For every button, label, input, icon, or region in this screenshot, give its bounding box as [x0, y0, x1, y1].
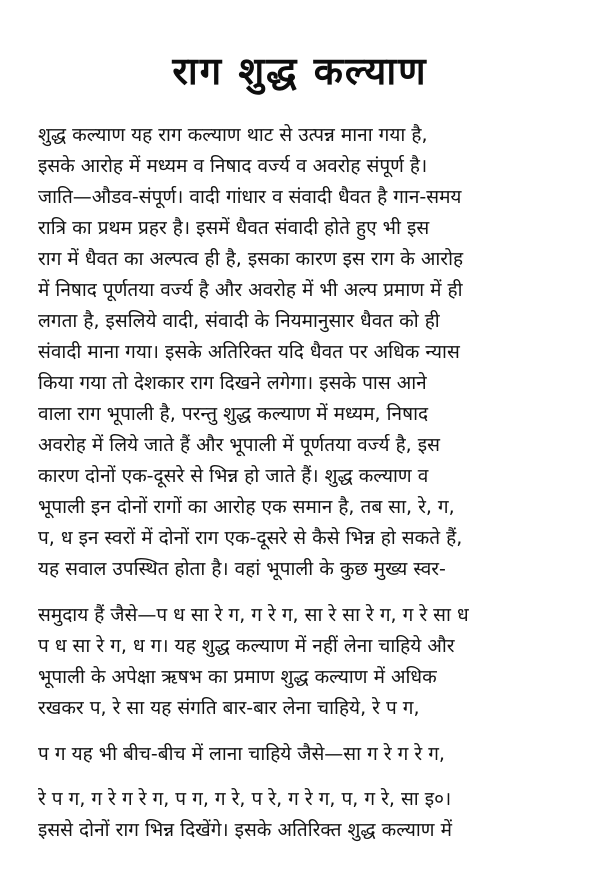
text-line: वाला राग भूपाली है, परन्तु शुद्ध कल्याण में मध्यम, निषाद [38, 403, 429, 425]
page-title: राग शुद्ध कल्याण [172, 49, 428, 93]
text-line: राग में धैवत का अल्पत्व ही है, इसका कारण इस राग के आरोह [38, 248, 464, 270]
text-line: अवरोह में लिये जाते हैं और भूपाली में पूर्णतया वर्ज्य है, इस [38, 434, 440, 456]
text-line: रखकर प, रे सा यह संगति बार-बार लेना चाहिये, रे प ग, [38, 697, 420, 719]
text-line: रे प ग, ग रे ग रे ग, प ग, ग रे, प रे, ग रे ग, प, ग रे, सा इ०। [38, 788, 452, 810]
text-line: समुदाय हैं जैसे—प ध सा रे ग, ग रे ग, सा रे सा रे ग, ग रे सा ध [38, 604, 469, 626]
text-line: लगता है, इसलिये वादी, संवादी के नियमानुसार धैवत को ही [38, 310, 440, 332]
text-line: में निषाद पूर्णतया वर्ज्य है और अवरोह में भी अल्प प्रमाण में ही [38, 279, 463, 301]
text-line: इसके आरोह में मध्यम व निषाद वर्ज्य व अवरोह संपूर्ण है। [38, 155, 428, 177]
text-line: प ग यह भी बीच-बीच में लाना चाहिये जैसे—सा ग रे ग रे ग, [38, 743, 445, 765]
text-line: जाति—औडव-संपूर्ण। वादी गांधार व संवादी धैवत है गान-समय [38, 186, 462, 208]
text-line: यह सवाल उपस्थित होता है। वहां भूपाली के कुछ मुख्य स्वर- [38, 558, 446, 580]
text-line: रात्रि का प्रथम प्रहर है। इसमें धैवत संवादी होते हुए भी इस [38, 217, 430, 239]
text-line: शुद्ध कल्याण यह राग कल्याण थाट से उत्पन्न माना गया है, [38, 124, 428, 146]
text-line: संवादी माना गया। इसके अतिरिक्त यदि धैवत पर अधिक न्यास [38, 341, 460, 363]
text-line: भूपाली इन दोनों रागों का आरोह एक समान है, तब सा, रे, ग, [38, 496, 455, 518]
text-line: प, ध इन स्वरों में दोनों राग एक-दूसरे से कैसे भिन्न हो सकते हैं, [38, 527, 463, 549]
text-line: भूपाली के अपेक्षा ऋषभ का प्रमाण शुद्ध कल्याण में अधिक [38, 666, 437, 688]
text-line: कारण दोनों एक-दूसरे से भिन्न हो जाते हैं। शुद्ध कल्याण व [38, 465, 429, 487]
text-line: किया गया तो देशकार राग दिखने लगेगा। इसके पास आने [38, 372, 427, 394]
text-line: प ध सा रे ग, ध ग। यह शुद्ध कल्याण में नहीं लेना चाहिये और [38, 635, 455, 657]
text-line: इससे दोनों राग भिन्न दिखेंगे। इसके अतिरिक्त शुद्ध कल्याण में [38, 819, 452, 841]
